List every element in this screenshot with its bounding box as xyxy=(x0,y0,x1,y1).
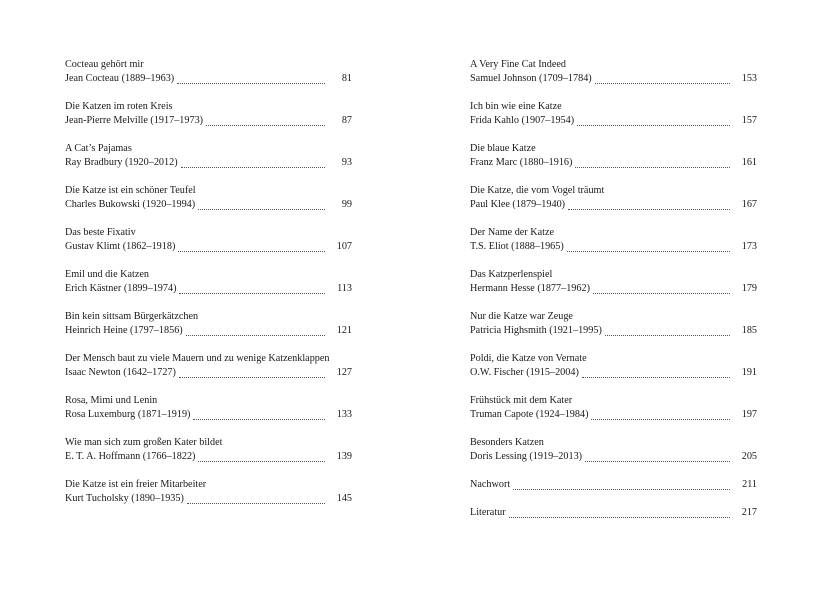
entry-page-number: 127 xyxy=(336,367,352,378)
toc-right-column xyxy=(470,58,757,534)
toc-entry xyxy=(65,268,352,310)
entry-title: Emil und die Katzen xyxy=(65,269,150,280)
entry-page-number: 205 xyxy=(741,451,757,462)
entry-label: Literatur xyxy=(470,507,506,518)
dot-leader xyxy=(567,241,730,252)
entry-title: Der Name der Katze xyxy=(470,227,554,238)
entry-page-number: 139 xyxy=(336,451,352,462)
entry-page-number: 113 xyxy=(337,283,352,294)
entry-line xyxy=(470,450,757,464)
entry-page-number: 167 xyxy=(741,199,757,210)
entry-title: Nur die Katze war Zeuge xyxy=(470,311,573,322)
entry-title: Die blaue Katze xyxy=(470,143,536,154)
entry-line xyxy=(470,72,757,86)
entry-title: Die Katze ist ein schöner Teufel xyxy=(65,185,196,196)
entry-page-number: 153 xyxy=(741,73,757,84)
entry-author: Paul Klee (1879–1940) xyxy=(470,199,566,210)
entry-title: Das Katzperlenspiel xyxy=(470,269,553,280)
entry-line xyxy=(65,492,352,506)
entry-page-number: 211 xyxy=(742,479,757,490)
entry-title: A Cat’s Pajamas xyxy=(65,143,132,154)
entry-author: Truman Capote (1924–1984) xyxy=(470,409,589,420)
dot-leader xyxy=(186,325,325,336)
dot-leader xyxy=(575,157,730,168)
entry-page-number: 145 xyxy=(336,493,352,504)
entry-page-number: 87 xyxy=(341,115,352,126)
entry-line xyxy=(470,198,757,212)
entry-page-number: 133 xyxy=(336,409,352,420)
dot-leader xyxy=(593,283,730,294)
entry-line xyxy=(470,114,757,128)
entry-author: Frida Kahlo (1907–1954) xyxy=(470,115,575,126)
toc-entry xyxy=(65,184,352,226)
entry-line xyxy=(65,408,352,422)
entry-page-number: 161 xyxy=(741,157,757,168)
entry-author: Hermann Hesse (1877–1962) xyxy=(470,283,590,294)
entry-author: Heinrich Heine (1797–1856) xyxy=(65,325,183,336)
entry-line xyxy=(470,282,757,296)
entry-line xyxy=(470,324,757,338)
entry-page-number: 179 xyxy=(741,283,757,294)
entry-author: Samuel Johnson (1709–1784) xyxy=(470,73,592,84)
dot-leader xyxy=(198,451,325,462)
entry-author: Rosa Luxemburg (1871–1919) xyxy=(65,409,191,420)
toc-entry xyxy=(470,310,757,352)
entry-author: Gustav Klimt (1862–1918) xyxy=(65,241,176,252)
entry-author: E. T. A. Hoffmann (1766–1822) xyxy=(65,451,196,462)
entry-title: Besonders Katzen xyxy=(470,437,544,448)
entry-title: Frühstück mit dem Kater xyxy=(470,395,573,406)
entry-page-number: 217 xyxy=(741,507,757,518)
dot-leader xyxy=(187,493,325,504)
toc-entry xyxy=(65,226,352,268)
entry-line xyxy=(65,114,352,128)
toc-entry xyxy=(470,226,757,268)
entry-line xyxy=(65,198,352,212)
entry-page-number: 93 xyxy=(341,157,352,168)
entry-title: Rosa, Mimi und Lenin xyxy=(65,395,158,406)
toc-entry xyxy=(65,58,352,100)
entry-title: Cocteau gehört mir xyxy=(65,59,144,70)
entry-page-number: 173 xyxy=(741,241,757,252)
entry-author: Isaac Newton (1642–1727) xyxy=(65,367,176,378)
entry-line xyxy=(470,506,757,520)
toc-left-column xyxy=(65,58,352,520)
dot-leader xyxy=(595,73,730,84)
entry-line xyxy=(470,366,757,380)
toc-entry xyxy=(470,58,757,100)
entry-line xyxy=(470,240,757,254)
entry-author: Kurt Tucholsky (1890–1935) xyxy=(65,493,184,504)
entry-title: Ich bin wie eine Katze xyxy=(470,101,562,112)
entry-author: Ray Bradbury (1920–2012) xyxy=(65,157,178,168)
toc-entry-nachwort xyxy=(470,478,757,506)
toc-entry xyxy=(65,142,352,184)
toc-entry xyxy=(470,352,757,394)
entry-label: Nachwort xyxy=(470,479,511,490)
toc-entry xyxy=(470,100,757,142)
entry-page-number: 185 xyxy=(741,325,757,336)
dot-leader xyxy=(605,325,730,336)
toc-entry xyxy=(470,436,757,478)
entry-line xyxy=(65,156,352,170)
entry-page-number: 121 xyxy=(336,325,352,336)
entry-title: Die Katze ist ein freier Mitarbeiter xyxy=(65,479,207,490)
entry-line xyxy=(65,282,352,296)
dot-leader xyxy=(179,283,325,294)
toc-entry xyxy=(65,436,352,478)
toc-entry xyxy=(470,394,757,436)
entry-title: Wie man sich zum großen Kater bildet xyxy=(65,437,223,448)
entry-author: Charles Bukowski (1920–1994) xyxy=(65,199,196,210)
dot-leader xyxy=(193,409,325,420)
entry-page-number: 81 xyxy=(341,73,352,84)
dot-leader xyxy=(181,157,325,168)
entry-line xyxy=(65,324,352,338)
entry-author: Franz Marc (1880–1916) xyxy=(470,157,573,168)
toc-entry xyxy=(65,394,352,436)
dot-leader xyxy=(582,367,730,378)
toc-entry xyxy=(65,310,352,352)
dot-leader xyxy=(591,409,730,420)
entry-page-number: 197 xyxy=(741,409,757,420)
entry-line xyxy=(65,450,352,464)
entry-author: T.S. Eliot (1888–1965) xyxy=(470,241,564,252)
entry-author: Patricia Highsmith (1921–1995) xyxy=(470,325,602,336)
dot-leader xyxy=(509,507,730,518)
entry-title: A Very Fine Cat Indeed xyxy=(470,59,567,70)
entry-title: Die Katzen im roten Kreis xyxy=(65,101,173,112)
dot-leader xyxy=(177,73,325,84)
entry-page-number: 191 xyxy=(741,367,757,378)
entry-title: Poldi, die Katze von Vernate xyxy=(470,353,587,364)
toc-entry xyxy=(470,184,757,226)
dot-leader xyxy=(513,479,730,490)
entry-title: Die Katze, die vom Vogel träumt xyxy=(470,185,605,196)
entry-page-number: 157 xyxy=(741,115,757,126)
toc-entry xyxy=(65,478,352,520)
toc-entry xyxy=(470,142,757,184)
toc-entry-literatur xyxy=(470,506,757,534)
entry-line xyxy=(65,72,352,86)
dot-leader xyxy=(568,199,730,210)
dot-leader xyxy=(179,367,325,378)
toc-entry xyxy=(65,100,352,142)
dot-leader xyxy=(206,115,325,126)
toc-entry xyxy=(470,268,757,310)
entry-page-number: 99 xyxy=(341,199,352,210)
entry-line xyxy=(470,478,757,492)
entry-title: Der Mensch baut zu viele Mauern und zu wenige Katzenklappen xyxy=(65,353,330,364)
dot-leader xyxy=(577,115,730,126)
entry-line xyxy=(470,408,757,422)
entry-title: Bin kein sittsam Bürgerkätzchen xyxy=(65,311,199,322)
entry-author: O.W. Fischer (1915–2004) xyxy=(470,367,579,378)
entry-author: Jean Cocteau (1889–1963) xyxy=(65,73,175,84)
entry-line xyxy=(470,156,757,170)
entry-author: Erich Kästner (1899–1974) xyxy=(65,283,177,294)
entry-title: Das beste Fixativ xyxy=(65,227,136,238)
entry-page-number: 107 xyxy=(336,241,352,252)
entry-line xyxy=(65,240,352,254)
dot-leader xyxy=(198,199,325,210)
toc-entry xyxy=(65,352,352,394)
entry-author: Doris Lessing (1919–2013) xyxy=(470,451,583,462)
dot-leader xyxy=(585,451,730,462)
entry-line xyxy=(65,366,352,380)
entry-author: Jean-Pierre Melville (1917–1973) xyxy=(65,115,204,126)
dot-leader xyxy=(178,241,325,252)
